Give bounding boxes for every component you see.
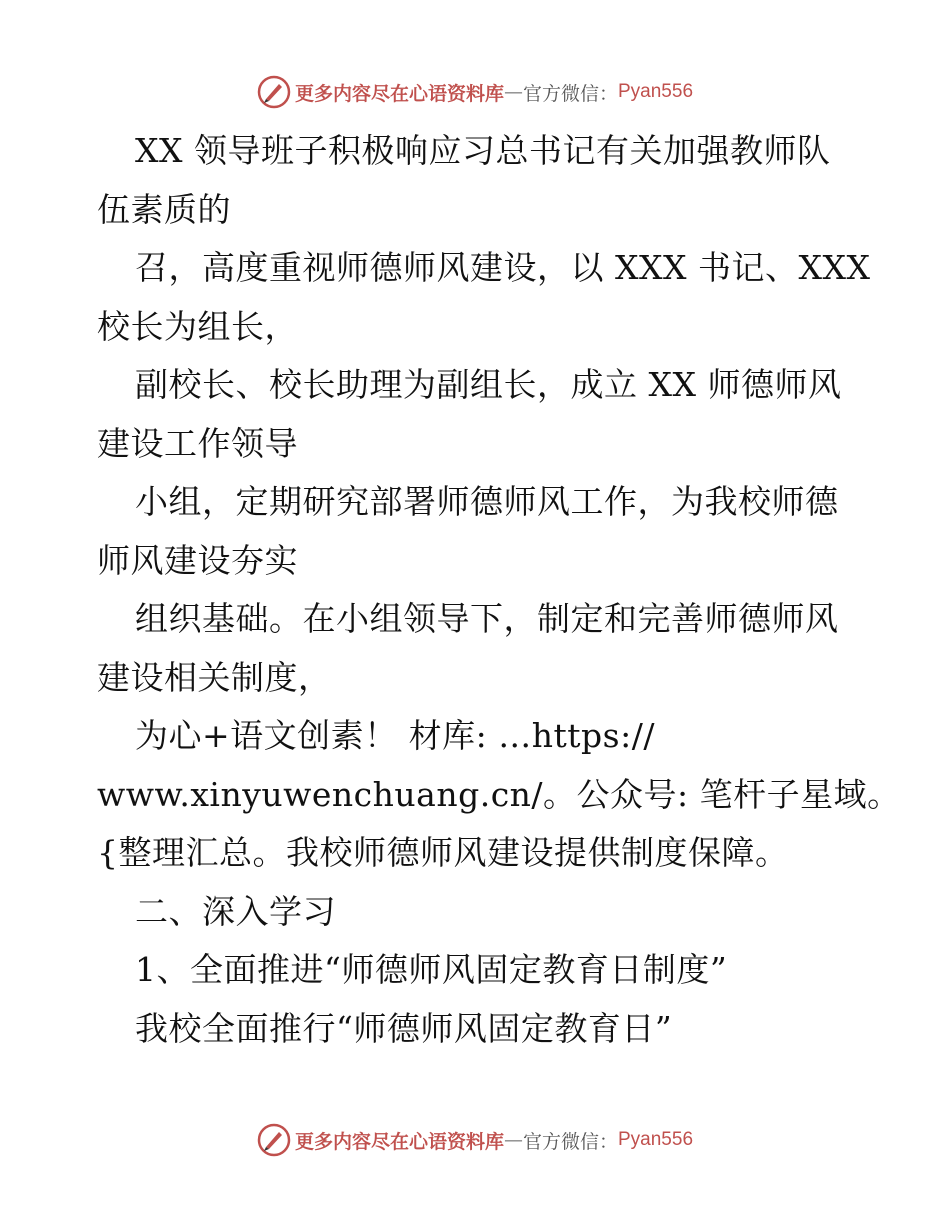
document-body — [97, 122, 901, 1058]
banner-wechat-id: Pyan556 — [618, 1129, 694, 1150]
text-line: 召，高度重视师德师风建设，以 XXX 书记、XXX — [135, 248, 871, 287]
text-line: 校长为组长， — [97, 306, 298, 346]
header-banner — [0, 70, 950, 114]
text-line: www.xinyuwenchuang.cn/。公众号: 笔杆子星域。 — [97, 774, 901, 814]
text-line: XX 领导班子积极响应习总书记有关加强教师队 — [135, 131, 831, 170]
banner-dash: — — [503, 81, 523, 103]
banner-label: 官方微信： — [522, 82, 618, 105]
text-line: {整理汇总。我校师德师风建设提供制度保障。 — [97, 833, 789, 872]
text-line: 组织基础。在小组领导下，制定和完善师德师风 — [135, 599, 839, 638]
banner-wechat-id: Pyan556 — [618, 81, 694, 102]
subsection-heading: 1、全面推进“师德师风固定教育日制度” — [135, 950, 728, 989]
text-line: 师风建设夯实 — [97, 540, 298, 580]
banner-main-text: 更多内容尽在心语资料库 — [294, 1130, 504, 1153]
text-line: 副校长、校长助理为副组长，成立 XX 师德师风 — [135, 365, 842, 404]
text-line: 小组，定期研究部署师德师风工作，为我校师德 — [135, 482, 839, 521]
text-line: 伍素质的 — [97, 189, 231, 229]
quill-logo-icon — [257, 1123, 291, 1157]
banner-label: 官方微信： — [522, 1130, 618, 1153]
banner-main-text: 更多内容尽在心语资料库 — [294, 82, 504, 105]
banner-dash: — — [503, 1129, 523, 1151]
text-line: 建设工作领导 — [97, 423, 298, 463]
section-heading: 二、深入学习 — [135, 891, 336, 931]
footer-banner — [0, 1118, 950, 1162]
text-line: 建设相关制度， — [97, 657, 332, 697]
text-line: 为心+语文创素！ 材库: …https:// — [135, 716, 655, 755]
quill-logo-icon — [257, 75, 291, 109]
text-line: 我校全面推行“师德师风固定教育日” — [135, 1008, 673, 1048]
